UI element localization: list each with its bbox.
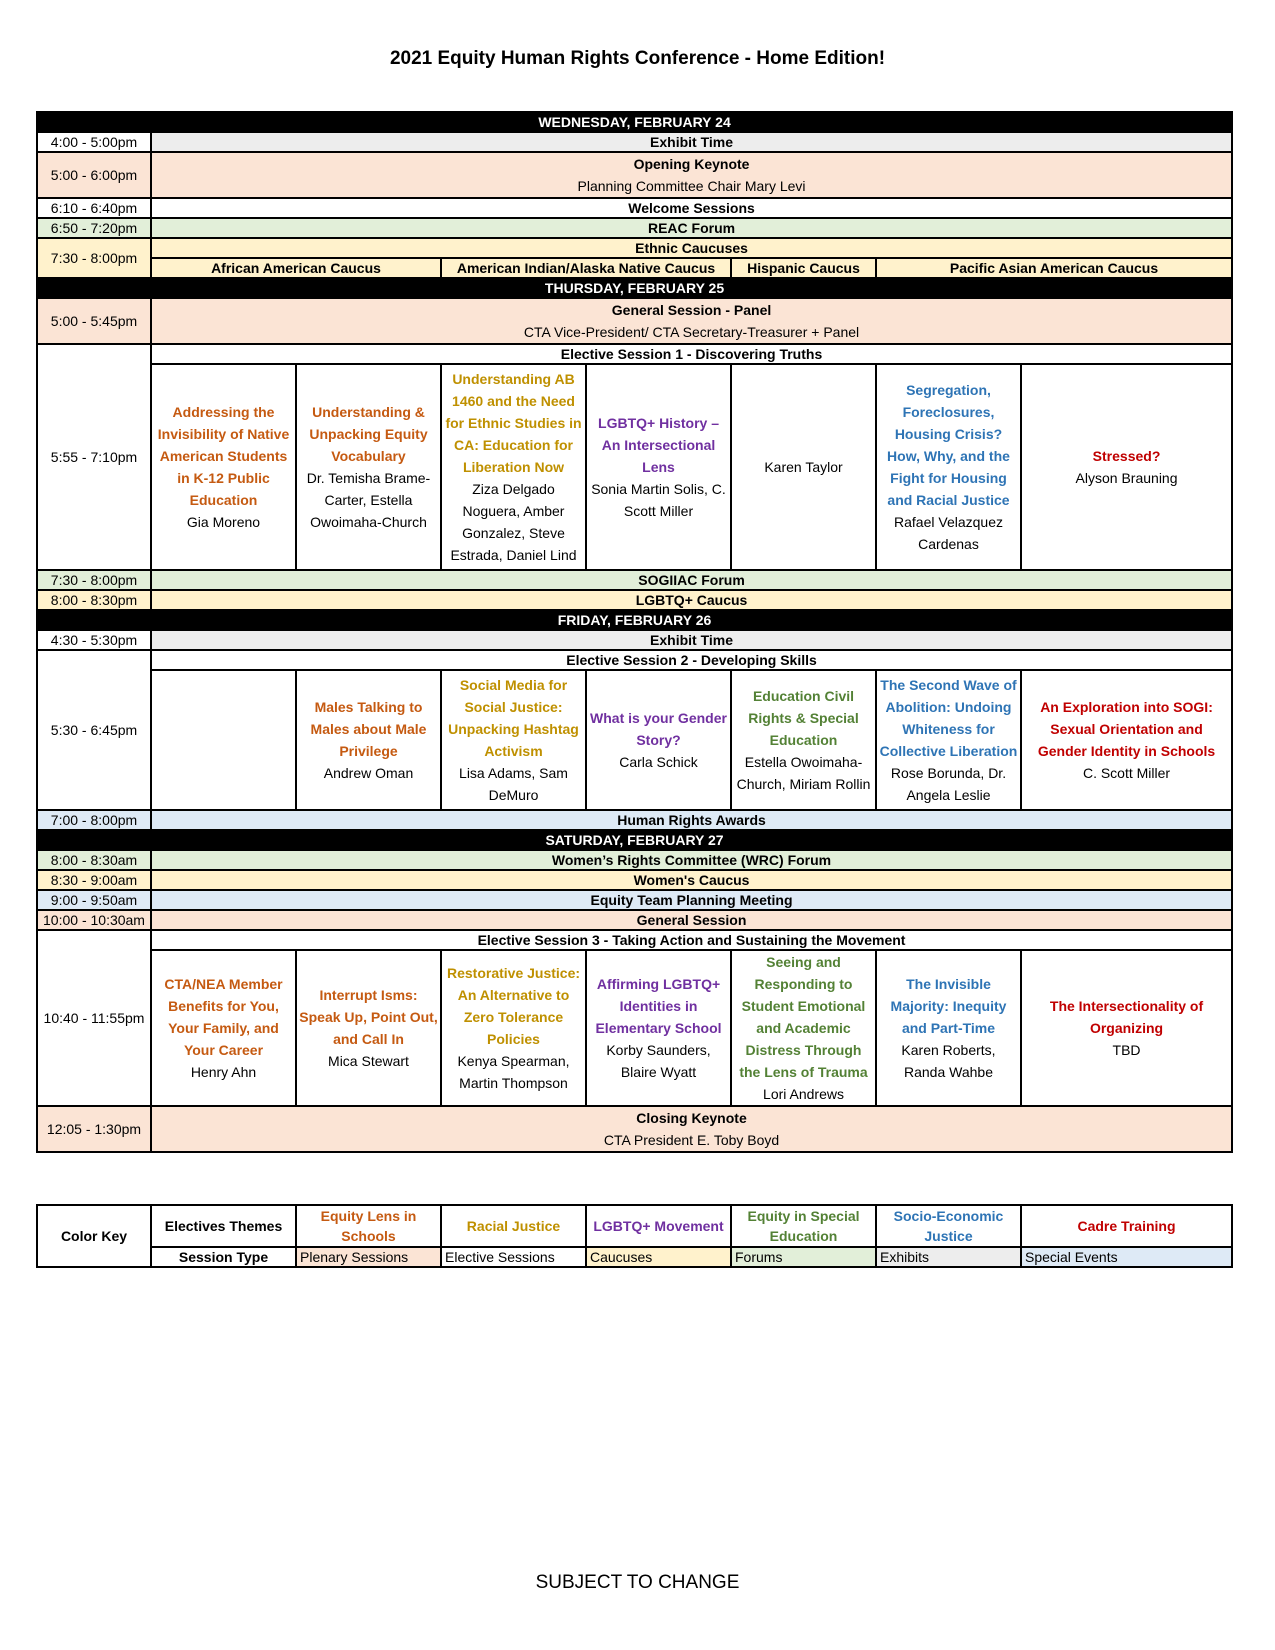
time-cell: 9:00 - 9:50am	[37, 890, 151, 910]
table-row	[37, 198, 1232, 218]
elective-cell	[586, 950, 731, 1106]
day-header: SATURDAY, FEBRUARY 27	[37, 830, 1232, 850]
elective-cell	[731, 950, 876, 1106]
elective-title: Education Civil Rights & Special Education	[748, 688, 859, 748]
table-row	[37, 890, 1232, 910]
table-row	[37, 344, 1232, 364]
day-header-row	[37, 278, 1232, 298]
session-cell	[151, 1106, 1232, 1152]
type-plenary: Plenary Sessions	[296, 1247, 441, 1267]
elective-title: Addressing the Invisibility of Native American Students in K-12 Public Education	[157, 404, 290, 508]
session-presenter: CTA President E. Toby Boyd	[603, 1132, 780, 1148]
table-row	[37, 850, 1232, 870]
elective-presenter: Carla Schick	[619, 754, 698, 770]
time-cell: 8:00 - 8:30pm	[37, 590, 151, 610]
elective-cell	[1021, 670, 1232, 810]
session-presenter: CTA Vice-President/ CTA Secretary-Treasurer + Panel	[523, 324, 860, 340]
elective-presenter: Sonia Martin Solis, C. Scott Miller	[591, 481, 726, 519]
time-cell: 10:00 - 10:30am	[37, 910, 151, 930]
elective-presenter: Henry Ahn	[190, 1064, 257, 1080]
session-cell: SOGIIAC Forum	[151, 570, 1232, 590]
time-cell: 6:10 - 6:40pm	[37, 198, 151, 218]
elective-title: Stressed?	[1092, 448, 1161, 464]
theme-equity-lens: Equity Lens in Schools	[296, 1205, 441, 1247]
schedule-table	[36, 111, 1233, 1153]
table-row	[37, 630, 1232, 650]
elective-presenter: Korby Saunders, Blaire Wyatt	[606, 1042, 711, 1080]
elective-title: Social Media for Social Justice: Unpacking Hashtag Activism	[448, 677, 579, 759]
elective-cell	[586, 364, 731, 570]
elective-presenter: Gia Moreno	[186, 514, 261, 530]
table-row	[37, 650, 1232, 670]
table-row	[37, 570, 1232, 590]
caucus-cell: African American Caucus	[151, 258, 441, 278]
elective-cell	[876, 670, 1021, 810]
elective-title: LGBTQ+ History – An Intersectional Lens	[598, 415, 719, 475]
time-cell: 6:50 - 7:20pm	[37, 218, 151, 238]
session-cell: Elective Session 2 - Developing Skills	[151, 650, 1232, 670]
type-caucus: Caucuses	[586, 1247, 731, 1267]
elective-presenter: Karen Taylor	[764, 459, 843, 475]
session-presenter: Planning Committee Chair Mary Levi	[577, 178, 806, 194]
themes-label: Electives Themes	[151, 1205, 296, 1247]
time-cell: 4:00 - 5:00pm	[37, 132, 151, 152]
caucus-cell: American Indian/Alaska Native Caucus	[441, 258, 731, 278]
session-cell: General Session	[151, 910, 1232, 930]
table-row	[37, 258, 1232, 278]
elective-cell	[151, 950, 296, 1106]
theme-cadre-training: Cadre Training	[1021, 1205, 1232, 1247]
elective-presenter: Estella Owoimaha-Church, Miriam Rollin	[736, 754, 871, 792]
session-cell: Exhibit Time	[151, 132, 1232, 152]
elective-cell	[441, 950, 586, 1106]
session-cell: Human Rights Awards	[151, 810, 1232, 830]
elective-cell	[586, 670, 731, 810]
color-key-label: Color Key	[37, 1205, 151, 1267]
table-row	[37, 132, 1232, 152]
type-special-event: Special Events	[1021, 1247, 1232, 1267]
theme-special-education: Equity in Special Education	[731, 1205, 876, 1247]
time-cell: 5:00 - 6:00pm	[37, 152, 151, 198]
table-row	[37, 218, 1232, 238]
time-cell: 5:30 - 6:45pm	[37, 650, 151, 810]
elective-cell	[296, 364, 441, 570]
elective-cell	[296, 950, 441, 1106]
session-title: General Session - Panel	[611, 302, 772, 318]
table-row	[37, 930, 1232, 950]
page-title: 2021 Equity Human Rights Conference - Home Edition!	[389, 48, 886, 69]
table-row	[37, 670, 1232, 810]
day-header: FRIDAY, FEBRUARY 26	[37, 610, 1232, 630]
elective-presenter: Andrew Oman	[323, 765, 414, 781]
caucus-cell: Hispanic Caucus	[731, 258, 876, 278]
session-cell: Women’s Rights Committee (WRC) Forum	[151, 850, 1232, 870]
session-title: Opening Keynote	[633, 156, 750, 172]
elective-title: Seeing and Responding to Student Emotional and Academic Distress Through the Lens of Trauma	[739, 954, 868, 1080]
session-cell: Equity Team Planning Meeting	[151, 890, 1232, 910]
elective-cell	[876, 364, 1021, 570]
session-cell: Ethnic Caucuses	[151, 238, 1232, 258]
table-row	[37, 910, 1232, 930]
session-cell: Exhibit Time	[151, 630, 1232, 650]
time-cell: 8:30 - 9:00am	[37, 870, 151, 890]
elective-presenter: Dr. Temisha Brame-Carter, Estella Owoimaha-Church	[306, 470, 431, 530]
elective-title: The Intersectionality of Organizing	[1049, 998, 1204, 1036]
session-cell: Women's Caucus	[151, 870, 1232, 890]
day-header: WEDNESDAY, FEBRUARY 24	[37, 112, 1232, 132]
elective-cell	[1021, 950, 1232, 1106]
elective-title: Understanding & Unpacking Equity Vocabulary	[309, 404, 428, 464]
day-header-row	[37, 112, 1232, 132]
table-row	[37, 152, 1232, 198]
elective-title: Restorative Justice: An Alternative to Zero Tolerance Policies	[446, 965, 581, 1047]
time-cell: 7:30 - 8:00pm	[37, 570, 151, 590]
type-forum: Forums	[731, 1247, 876, 1267]
elective-cell	[1021, 364, 1232, 570]
table-row	[37, 364, 1232, 570]
type-exhibit: Exhibits	[876, 1247, 1021, 1267]
day-header-row	[37, 830, 1232, 850]
day-header: THURSDAY, FEBRUARY 25	[37, 278, 1232, 298]
time-cell: 12:05 - 1:30pm	[37, 1106, 151, 1152]
elective-presenter: Rose Borunda, Dr. Angela Leslie	[890, 765, 1007, 803]
session-title: Closing Keynote	[636, 1110, 747, 1126]
subject-to-change-note: SUBJECT TO CHANGE	[535, 1572, 740, 1593]
session-cell: LGBTQ+ Caucus	[151, 590, 1232, 610]
elective-presenter: Lori Andrews	[763, 1086, 844, 1102]
elective-title: What is your Gender Story?	[590, 710, 727, 748]
elective-presenter: Karen Roberts, Randa Wahbe	[901, 1042, 996, 1080]
table-row	[37, 238, 1232, 258]
table-row	[37, 590, 1232, 610]
elective-title: Understanding AB 1460 and the Need for Ethnic Studies in CA: Education for Liberation Now	[445, 371, 582, 475]
elective-presenter: Alyson Brauning	[1075, 470, 1178, 486]
elective-title: Affirming LGBTQ+ Identities in Elementary School	[595, 976, 722, 1036]
elective-title: An Exploration into SOGI: Sexual Orientation and Gender Identity in Schools	[1037, 699, 1216, 759]
elective-title: Males Talking to Males about Male Privilege	[310, 699, 427, 759]
elective-cell	[151, 670, 296, 810]
elective-presenter: Lisa Adams, Sam DeMuro	[459, 765, 568, 803]
color-key-table	[36, 1204, 1233, 1268]
elective-cell	[296, 670, 441, 810]
elective-presenter: Kenya Spearman, Martin Thompson	[457, 1053, 570, 1091]
table-row	[37, 1106, 1232, 1152]
session-cell: Elective Session 1 - Discovering Truths	[151, 344, 1232, 364]
session-cell: REAC Forum	[151, 218, 1232, 238]
time-cell: 7:00 - 8:00pm	[37, 810, 151, 830]
theme-racial-justice: Racial Justice	[441, 1205, 586, 1247]
elective-title: The Second Wave of Abolition: Undoing Whiteness for Collective Liberation	[879, 677, 1018, 759]
elective-title: Interrupt Isms: Speak Up, Point Out, and Call In	[299, 987, 438, 1047]
elective-presenter: Mica Stewart	[328, 1053, 409, 1069]
table-row	[37, 810, 1232, 830]
elective-cell	[151, 364, 296, 570]
day-header-row	[37, 610, 1232, 630]
time-cell: 4:30 - 5:30pm	[37, 630, 151, 650]
table-row	[37, 950, 1232, 1106]
time-cell: 5:00 - 5:45pm	[37, 298, 151, 344]
elective-presenter: C. Scott Miller	[1082, 765, 1171, 781]
elective-cell	[731, 670, 876, 810]
table-row	[37, 298, 1232, 344]
session-cell	[151, 298, 1232, 344]
elective-presenter: Ziza Delgado Noguera, Amber Gonzalez, Steve Estrada, Daniel Lind	[450, 481, 577, 563]
elective-cell	[441, 670, 586, 810]
table-row	[37, 870, 1232, 890]
time-cell: 8:00 - 8:30am	[37, 850, 151, 870]
theme-lgbtq: LGBTQ+ Movement	[586, 1205, 731, 1247]
elective-title: Segregation, Foreclosures, Housing Crisis? How, Why, and the Fight for Housing and Racial Justice	[887, 382, 1010, 508]
elective-presenter: Rafael Velazquez Cardenas	[894, 514, 1003, 552]
time-cell: 7:30 - 8:00pm	[37, 238, 151, 278]
session-cell: Welcome Sessions	[151, 198, 1232, 218]
elective-title: CTA/NEA Member Benefits for You, Your Family, and Your Career	[164, 976, 283, 1058]
session-cell	[151, 152, 1232, 198]
elective-cell	[876, 950, 1021, 1106]
time-cell: 10:40 - 11:55pm	[37, 930, 151, 1106]
elective-presenter: TBD	[1112, 1042, 1141, 1058]
elective-cell	[731, 364, 876, 570]
caucus-cell: Pacific Asian American Caucus	[876, 258, 1232, 278]
elective-title: The Invisible Majority: Inequity and Part-Time	[890, 976, 1007, 1036]
type-elective: Elective Sessions	[441, 1247, 586, 1267]
elective-cell	[441, 364, 586, 570]
time-cell: 5:55 - 7:10pm	[37, 344, 151, 570]
theme-socio-economic: Socio-Economic Justice	[876, 1205, 1021, 1247]
session-cell: Elective Session 3 - Taking Action and Sustaining the Movement	[151, 930, 1232, 950]
session-type-label: Session Type	[151, 1247, 296, 1267]
